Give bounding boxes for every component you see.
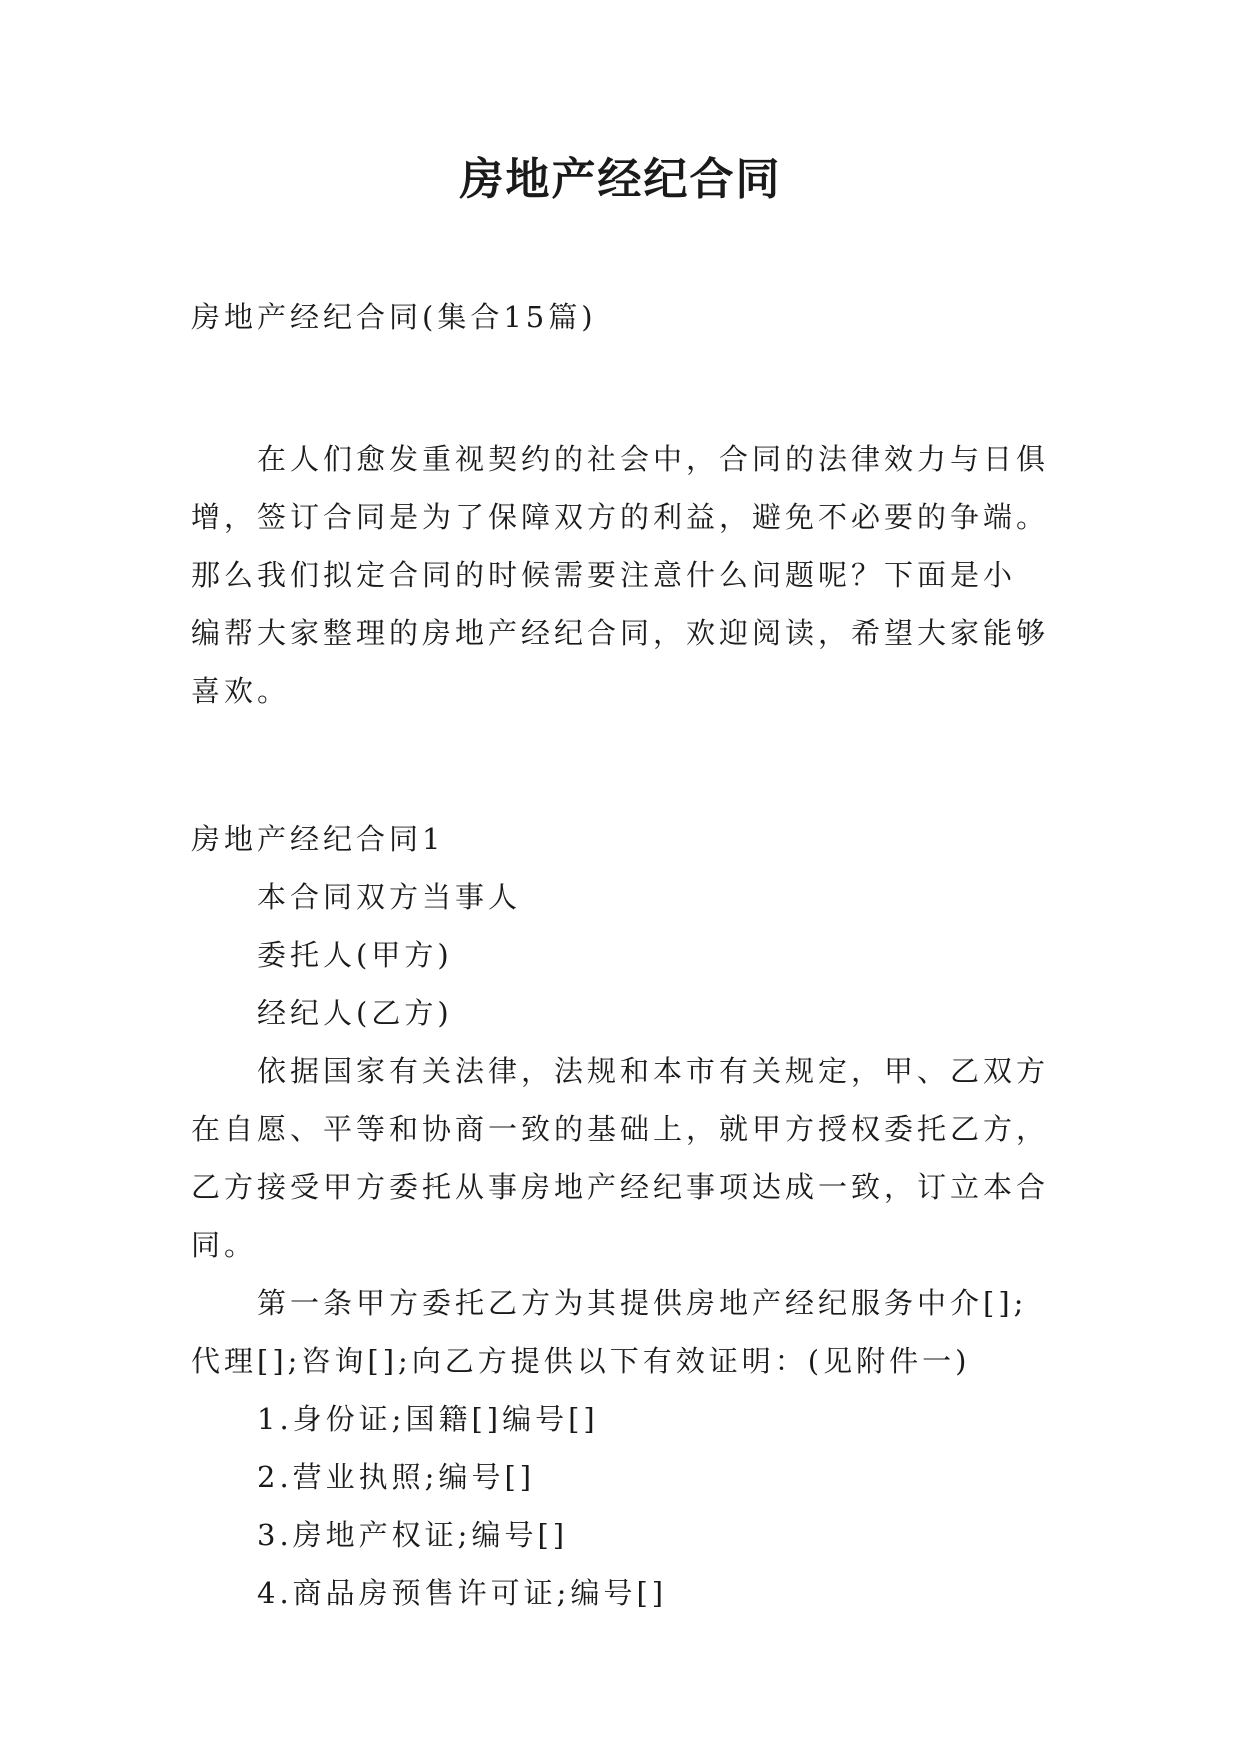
document-title: 房地产经纪合同: [459, 154, 782, 205]
spacer: [191, 346, 1071, 430]
intro-line: 喜欢。: [191, 674, 291, 708]
list-item: 1.身份证;国籍[]编号[]: [257, 1402, 599, 1436]
intro-line: 那么我们拟定合同的时候需要注意什么问题呢？下面是小: [191, 558, 1017, 592]
document-body: [191, 288, 1071, 1622]
intro-line: 编帮大家整理的房地产经纪合同，欢迎阅读，希望大家能够: [191, 616, 1050, 650]
basis-line: 依据国家有关法律，法规和本市有关规定，甲、乙双方: [257, 1054, 1050, 1088]
basis-line: 乙方接受甲方委托从事房地产经纪事项达成一致，订立本合: [191, 1170, 1050, 1204]
basis-paragraph: [191, 1042, 1071, 1274]
list-item: 3.房地产权证;编号[]: [257, 1518, 569, 1552]
list-item: 4.商品房预售许可证;编号[]: [257, 1576, 668, 1610]
party-line: 本合同双方当事人: [257, 880, 522, 914]
basis-line: 同。: [191, 1228, 258, 1262]
document-subtitle: 房地产经纪合同(集合15篇): [191, 300, 597, 334]
intro-line: 在人们愈发重视契约的社会中，合同的法律效力与日俱: [257, 442, 1050, 476]
intro-paragraph: [191, 430, 1071, 720]
article-1-paragraph: [191, 1274, 1071, 1390]
article-line: 代理[];咨询[];向乙方提供以下有效证明：(见附件一): [191, 1344, 971, 1378]
basis-line: 在自愿、平等和协商一致的基础上，就甲方授权委托乙方，: [191, 1112, 1050, 1146]
article-line: 第一条甲方委托乙方为其提供房地产经纪服务中介[];: [257, 1286, 1028, 1320]
certificate-list: [191, 1390, 1071, 1622]
section-heading: 房地产经纪合同1: [191, 822, 445, 856]
party-line: 委托人(甲方): [257, 938, 453, 972]
list-item: 2.营业执照;编号[]: [257, 1460, 536, 1494]
intro-line: 增，签订合同是为了保障双方的利益，避免不必要的争端。: [191, 500, 1050, 534]
spacer: [191, 720, 1071, 810]
party-line: 经纪人(乙方): [257, 996, 453, 1030]
